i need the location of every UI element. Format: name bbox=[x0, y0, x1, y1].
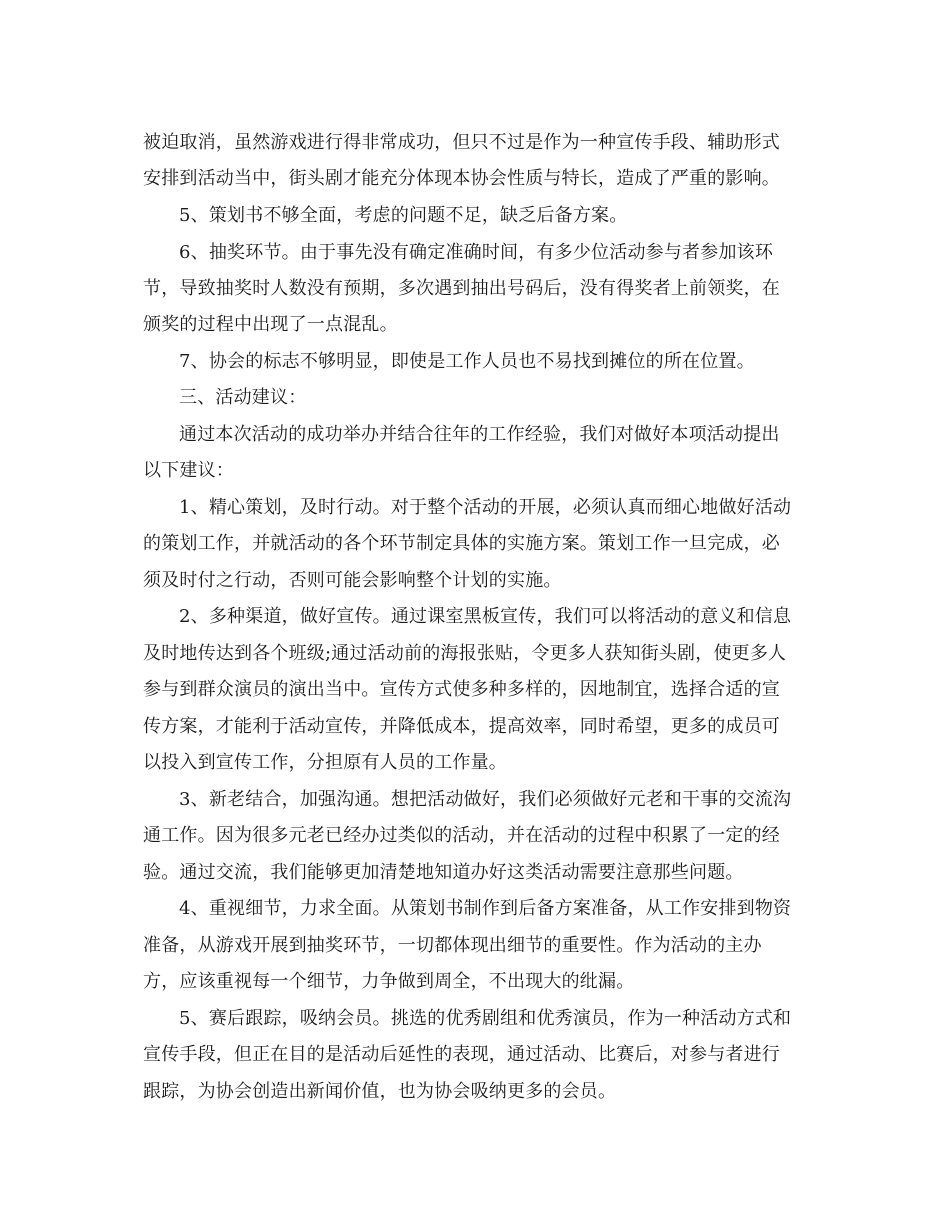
text-line: 宣传手段，但正在目的是活动后延性的表现，通过活动、比赛后，对参与者进行 bbox=[143, 1044, 780, 1065]
list-item: 4、重视细节，力求全面。从策划书制作到后备方案准备，从工作安排到物资 bbox=[179, 898, 792, 919]
text-line: 传方案，才能利于活动宣传，并降低成本，提高效率，同时希望，更多的成员可 bbox=[143, 716, 780, 737]
list-item: 3、新老结合，加强沟通。想把活动做好，我们必须做好元老和干事的交流沟 bbox=[179, 789, 792, 810]
text-line: 方，应该重视每一个细节，力争做到周全，不出现大的纰漏。 bbox=[143, 971, 635, 992]
text-line: 安排到活动当中，街头剧才能充分体现本协会性质与特长，造成了严重的影响。 bbox=[143, 168, 780, 189]
list-item: 2、多种渠道，做好宣传。通过课室黑板宣传，我们可以将活动的意义和信息 bbox=[179, 606, 792, 627]
text-line: 的策划工作，并就活动的各个环节制定具体的实施方案。策划工作一旦完成，必 bbox=[143, 533, 780, 554]
list-item: 7、协会的标志不够明显，即使是工作人员也不易找到摊位的所在位置。 bbox=[179, 351, 755, 372]
text-line: 参与到群众演员的演出当中。宣传方式使多种多样的，因地制宜，选择合适的宣 bbox=[143, 679, 780, 700]
text-line: 被迫取消，虽然游戏进行得非常成功，但只不过是作为一种宣传手段、辅助形式 bbox=[143, 132, 780, 153]
text-line: 节，导致抽奖时人数没有预期，多次遇到抽出号码后，没有得奖者上前领奖，在 bbox=[143, 278, 780, 299]
list-item: 5、策划书不够全面，考虑的问题不足，缺乏后备方案。 bbox=[179, 205, 628, 226]
text-line: 以下建议： bbox=[143, 460, 234, 481]
text-line: 及时地传达到各个班级;通过活动前的海报张贴，令更多人获知街头剧，使更多人 bbox=[143, 643, 787, 664]
text-line: 通工作。因为很多元老已经办过类似的活动，并在活动的过程中积累了一定的经 bbox=[143, 825, 780, 846]
paragraph-start: 通过本次活动的成功举办并结合往年的工作经验，我们对做好本项活动提出 bbox=[179, 424, 780, 445]
text-line: 验。通过交流，我们能够更加清楚地知道办好这类活动需要注意那些问题。 bbox=[143, 862, 744, 883]
text-line: 颁奖的过程中出现了一点混乱。 bbox=[143, 314, 398, 335]
list-item: 5、赛后跟踪，吸纳会员。挑选的优秀剧组和优秀演员，作为一种活动方式和 bbox=[179, 1008, 792, 1029]
text-line: 以投入到宣传工作，分担原有人员的工作量。 bbox=[143, 752, 507, 773]
list-item: 1、精心策划，及时行动。对于整个活动的开展，必须认真而细心地做好活动 bbox=[179, 497, 792, 518]
list-item: 6、抽奖环节。由于事先没有确定准确时间，有多少位活动参与者参加该环 bbox=[179, 242, 774, 263]
section-heading: 三、活动建议： bbox=[179, 387, 307, 408]
text-line: 准备，从游戏开展到抽奖环节，一切都体现出细节的重要性。作为活动的主办 bbox=[143, 935, 762, 956]
text-line: 跟踪，为协会创造出新闻价值，也为协会吸纳更多的会员。 bbox=[143, 1081, 617, 1102]
text-line: 须及时付之行动，否则可能会影响整个计划的实施。 bbox=[143, 570, 562, 591]
